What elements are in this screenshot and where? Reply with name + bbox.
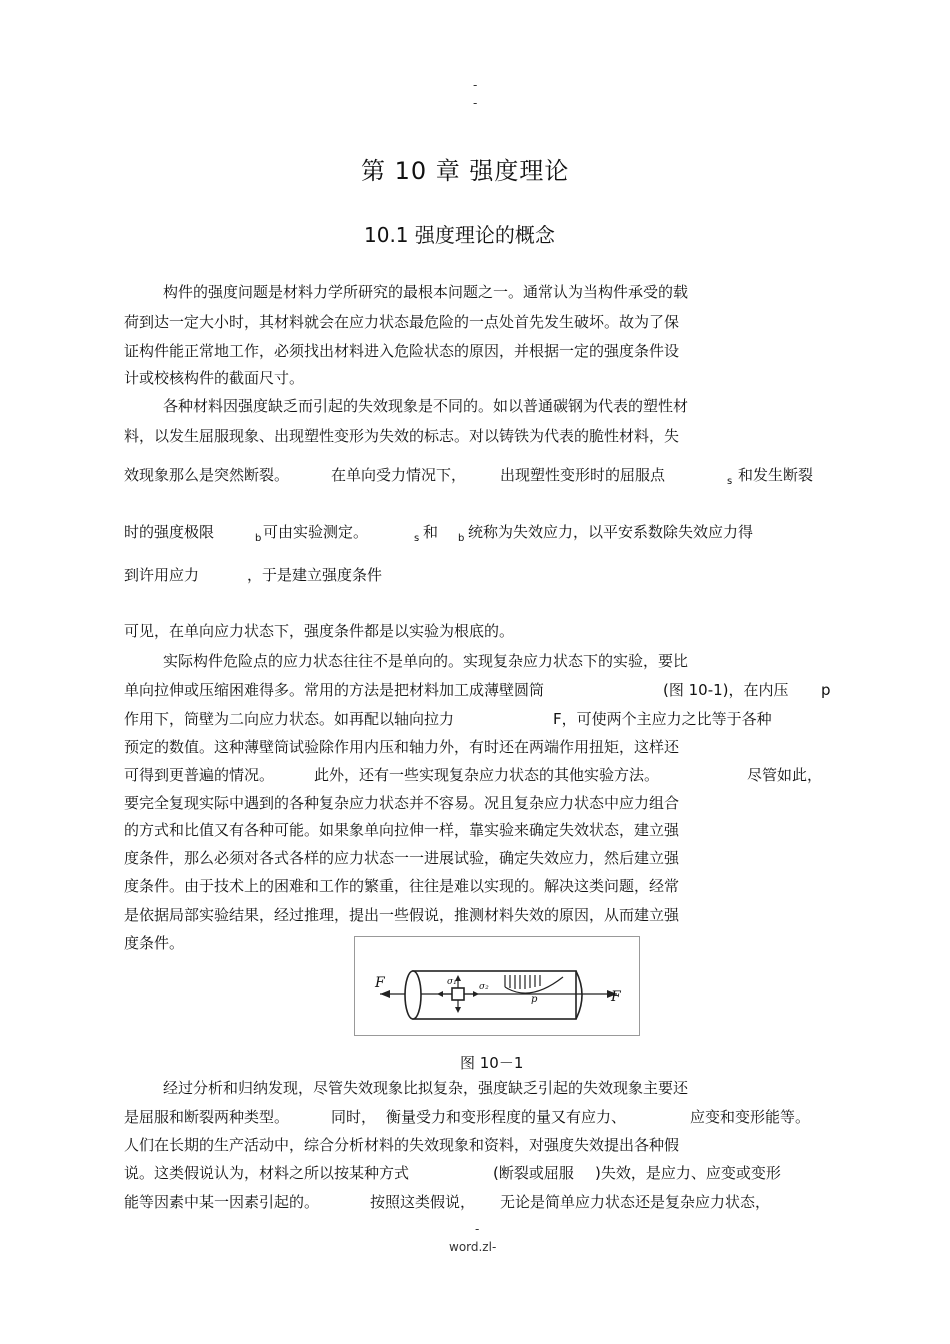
text-segment: 无论是简单应力状态还是复杂应力状态， bbox=[500, 1193, 771, 1211]
section-title: 10.1 强度理论的概念 bbox=[364, 223, 555, 247]
text-line: 度条件。由于技术上的困难和工作的繁重，往往是难以实现的。解决这类问题，经常 bbox=[124, 877, 680, 895]
subscript-b: b bbox=[458, 533, 465, 544]
cylinder-left-end bbox=[405, 971, 421, 1019]
header-mark-top: - bbox=[473, 78, 478, 92]
text-segment: 按照这类假说， bbox=[370, 1193, 476, 1211]
header-mark-bottom: - bbox=[473, 96, 478, 110]
text-segment: 可由实验测定。 bbox=[263, 523, 369, 541]
text-segment: 出现塑性变形时的屈服点 bbox=[500, 466, 666, 484]
text-segment: 尽管如此， bbox=[747, 766, 823, 784]
subscript-b: b bbox=[255, 533, 262, 544]
chapter-title: 第 10 章 强度理论 bbox=[361, 157, 570, 185]
text-segment: F，可使两个主应力之比等于各种 bbox=[553, 710, 772, 728]
text-line: 人们在长期的生产活动中，综合分析材料的失效现象和资料，对强度失效提出各种假 bbox=[124, 1136, 680, 1154]
text-line: 计或校核构件的截面尺寸。 bbox=[124, 369, 305, 387]
text-segment: 是屈服和断裂两种类型。 bbox=[124, 1108, 290, 1126]
text-segment: 时的强度极限 bbox=[124, 523, 215, 541]
arrow-left-small-icon bbox=[437, 991, 443, 997]
text-segment: 可得到更普遍的情况。 bbox=[124, 766, 275, 784]
text-segment: 和发生断裂 bbox=[738, 466, 814, 484]
cylinder-diagram bbox=[355, 937, 639, 1035]
text-segment: p bbox=[821, 681, 831, 699]
text-segment: 和 bbox=[423, 523, 439, 541]
text-line: 构件的强度问题是材料力学所研究的最根本问题之一。通常认为当构件承受的载 bbox=[163, 283, 689, 301]
label-sigma2: σ₂ bbox=[479, 982, 489, 992]
text-segment: (图 10-1)，在内压 bbox=[663, 681, 789, 699]
label-p: p bbox=[531, 994, 538, 1005]
text-line: 是依据局部实验结果，经过推理，提出一些假说，推测材料失效的原因，从而建立强 bbox=[124, 906, 680, 924]
text-segment: 应变和变形能等。 bbox=[690, 1108, 811, 1126]
text-line: 各种材料因强度缺乏而引起的失效现象是不同的。如以普通碳钢为代表的塑性材 bbox=[163, 397, 689, 415]
text-line: 料，以发生屈服现象、出现塑性变形为失效的标志。对以铸铁为代表的脆性材料，失 bbox=[124, 427, 680, 445]
stress-element bbox=[452, 988, 464, 1000]
text-segment: 此外，还有一些实现复杂应力状态的其他实验方法。 bbox=[314, 766, 660, 784]
arrow-down-icon bbox=[455, 1007, 461, 1013]
text-line: 度条件。 bbox=[124, 934, 185, 952]
text-segment: (断裂或屈服 bbox=[493, 1164, 574, 1182]
text-line: 荷到达一定大小时，其材料就会在应力状态最危险的一点处首先发生破坏。故为了保 bbox=[124, 313, 680, 331]
text-line: 的方式和比值又有各种可能。如果象单向拉伸一样，靠实验来确定失效状态，建立强 bbox=[124, 821, 680, 839]
text-segment: 说。这类假说认为，材料之所以按某种方式 bbox=[124, 1164, 410, 1182]
text-segment: 同时， bbox=[331, 1108, 377, 1126]
figure-caption: 图 10－1 bbox=[460, 1054, 524, 1072]
cylinder-right-end bbox=[576, 971, 582, 1019]
text-line: 度条件，那么必须对各式各样的应力状态一一进展试验，确定失效应力，然后建立强 bbox=[124, 849, 680, 867]
text-segment: 作用下，筒壁为二向应力状态。如再配以轴向拉力 bbox=[124, 710, 455, 728]
text-segment: 到许用应力 bbox=[124, 566, 200, 584]
text-segment: )失效，是应力、应变或变形 bbox=[595, 1164, 781, 1182]
pressure-hatch bbox=[505, 975, 540, 989]
pressure-curve bbox=[505, 977, 563, 993]
footer-mark: - bbox=[475, 1222, 480, 1236]
footer-text: word.zl- bbox=[449, 1240, 497, 1254]
text-line: 经过分析和归纳发现，尽管失效现象比拟复杂，强度缺乏引起的失效现象主要还 bbox=[163, 1079, 689, 1097]
text-segment: 能等因素中某一因素引起的。 bbox=[124, 1193, 320, 1211]
text-segment: 效现象那么是突然断裂。 bbox=[124, 466, 290, 484]
text-segment: ，于是建立强度条件 bbox=[247, 566, 383, 584]
label-F-right: F bbox=[611, 989, 621, 1005]
paragraph-3: 可见，在单向应力状态下，强度条件都是以实验为根底的。 bbox=[124, 622, 515, 640]
text-line: 实际构件危险点的应力状态往往不是单向的。实现复杂应力状态下的实验，要比 bbox=[163, 652, 689, 670]
text-segment: 统称为失效应力，以平安系数除失效应力得 bbox=[468, 523, 754, 541]
subscript-s: s bbox=[414, 533, 420, 544]
text-segment: 衡量受力和变形程度的量又有应力、 bbox=[386, 1108, 627, 1126]
text-line: 要完全复现实际中遇到的各种复杂应力状态并不容易。况且复杂应力状态中应力组合 bbox=[124, 794, 680, 812]
arrow-left-icon bbox=[380, 990, 390, 998]
text-line: 证构件能正常地工作，必须找出材料进入危险状态的原因，并根据一定的强度条件设 bbox=[124, 342, 680, 360]
label-F-left: F bbox=[375, 975, 385, 991]
text-segment: 单向拉伸或压缩困难得多。常用的方法是把材料加工成薄壁圆筒 bbox=[124, 681, 545, 699]
subscript-s: s bbox=[727, 476, 733, 487]
text-line: 预定的数值。这种薄壁筒试验除作用内压和轴力外，有时还在两端作用扭矩，这样还 bbox=[124, 738, 680, 756]
figure-thin-wall-cylinder bbox=[354, 936, 640, 1036]
text-segment: 在单向受力情况下， bbox=[331, 466, 467, 484]
cylinder-body bbox=[413, 971, 576, 1019]
label-sigma1: σ₁ bbox=[447, 977, 457, 987]
